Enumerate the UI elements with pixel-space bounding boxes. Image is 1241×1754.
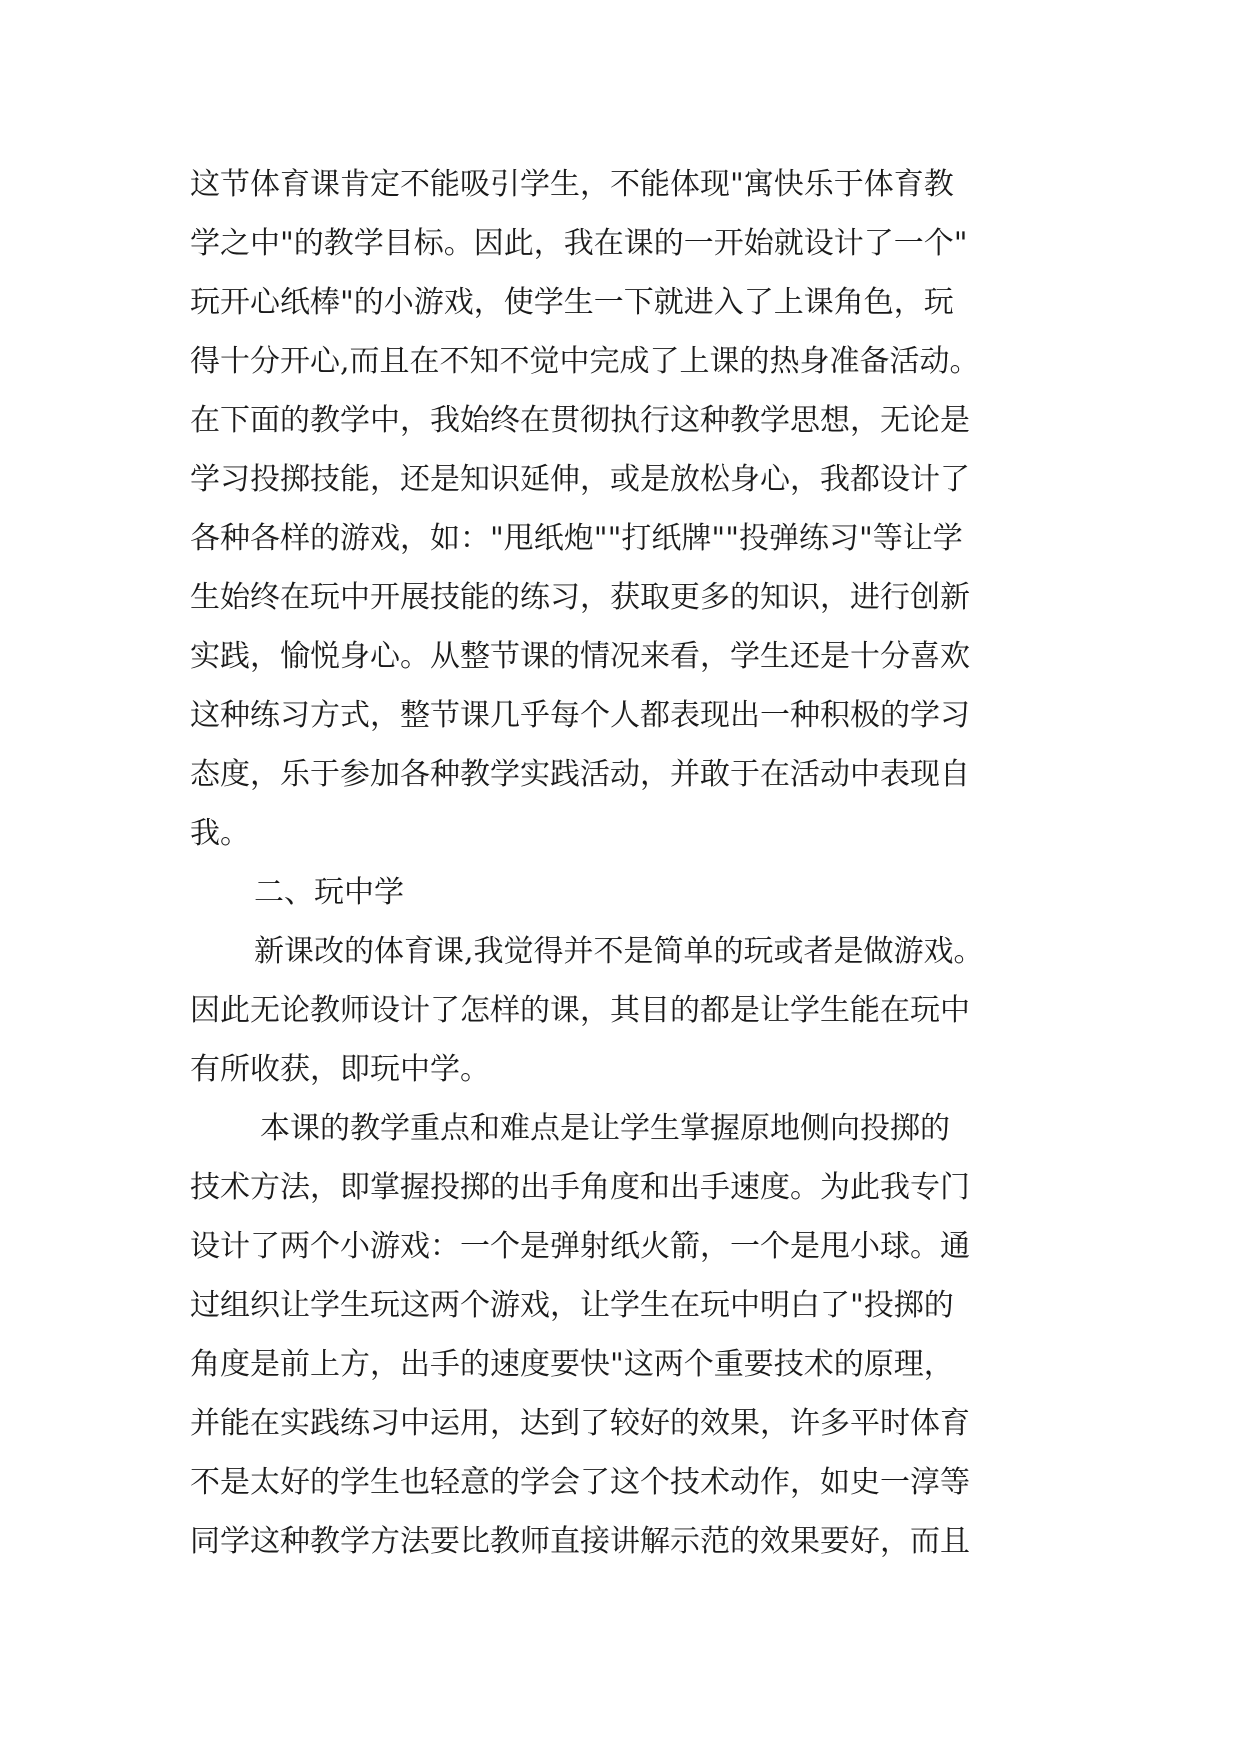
text-line-18: 技术方法，即掌握投掷的出手角度和出手速度。为此我专门 xyxy=(190,1170,970,1205)
text-line-17: 本课的教学重点和难点是让学生掌握原地侧向投掷的 xyxy=(260,1111,950,1146)
text-line-1: 这节体育课肯定不能吸引学生，不能体现"寓快乐于体育教 xyxy=(190,167,954,202)
text-line-16: 有所收获，即玩中学。 xyxy=(190,1052,490,1087)
text-line-14: 新课改的体育课,我觉得并不是简单的玩或者是做游戏。 xyxy=(254,934,984,969)
section-heading: 二、玩中学 xyxy=(254,875,404,910)
text-line-4: 得十分开心,而且在不知不觉中完成了上课的热身准备活动。 xyxy=(190,344,980,379)
text-line-6: 学习投掷技能，还是知识延伸，或是放松身心，我都设计了 xyxy=(190,462,970,497)
text-line-15: 因此无论教师设计了怎样的课，其目的都是让学生能在玩中 xyxy=(190,993,970,1028)
text-line-2: 学之中"的教学目标。因此，我在课的一开始就设计了一个" xyxy=(190,226,968,261)
text-line-22: 并能在实践练习中运用，达到了较好的效果，许多平时体育 xyxy=(190,1406,970,1441)
text-line-21: 角度是前上方，出手的速度要快"这两个重要技术的原理， xyxy=(190,1347,954,1382)
text-line-10: 这种练习方式，整节课几乎每个人都表现出一种积极的学习 xyxy=(190,698,970,733)
text-line-5: 在下面的教学中，我始终在贯彻执行这种教学思想，无论是 xyxy=(190,403,970,438)
text-line-19: 设计了两个小游戏：一个是弹射纸火箭，一个是甩小球。通 xyxy=(190,1229,970,1264)
text-line-7: 各种各样的游戏，如："甩纸炮""打纸牌""投弹练习"等让学 xyxy=(190,521,963,556)
text-line-24: 同学这种教学方法要比教师直接讲解示范的效果要好，而且 xyxy=(190,1524,970,1559)
text-line-11: 态度，乐于参加各种教学实践活动，并敢于在活动中表现自 xyxy=(190,757,970,792)
text-line-3: 玩开心纸棒"的小游戏，使学生一下就进入了上课角色，玩 xyxy=(190,285,954,320)
text-line-12: 我。 xyxy=(190,816,250,851)
text-line-23: 不是太好的学生也轻意的学会了这个技术动作，如史一淳等 xyxy=(190,1465,970,1500)
text-line-20: 过组织让学生玩这两个游戏，让学生在玩中明白了"投掷的 xyxy=(190,1288,954,1323)
text-line-8: 生始终在玩中开展技能的练习，获取更多的知识，进行创新 xyxy=(190,580,970,615)
text-line-9: 实践，愉悦身心。从整节课的情况来看，学生还是十分喜欢 xyxy=(190,639,970,674)
